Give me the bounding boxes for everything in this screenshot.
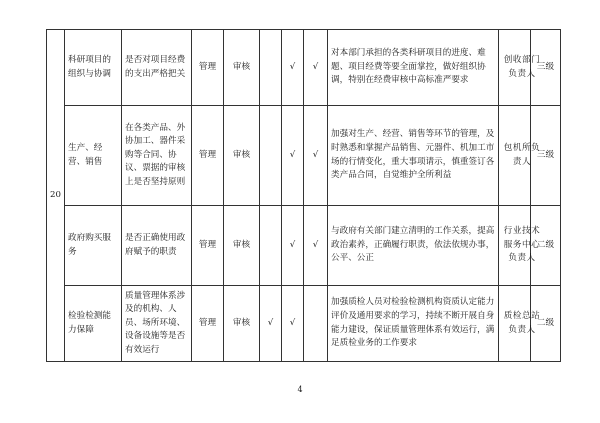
check-mark: √ xyxy=(282,106,304,206)
level-cell: 二级 xyxy=(531,286,561,362)
responsible-text: 行业技术服务中心负责人 xyxy=(503,226,541,264)
item-cell: 政府购买服务 xyxy=(65,206,122,286)
table-row xyxy=(47,30,561,106)
check-mark xyxy=(260,30,282,106)
item-cell: 生产、经营、销售 xyxy=(65,106,122,206)
responsible-text: 创收部门负责人 xyxy=(503,54,541,79)
responsible-cell xyxy=(499,30,541,106)
measures-cell: 加强质检人员对检验检测机构资质认定能力评价及通用要求的学习，持续不断开展自身能力建设，保证质量管理体系有效运行，满足质检业务的工作要求 xyxy=(328,286,499,362)
responsible-cell xyxy=(499,106,541,206)
item-cell: 检验检测能力保障 xyxy=(65,286,122,362)
level-cell: 二级 xyxy=(531,206,561,286)
table-row xyxy=(47,286,561,362)
method-cell: 审核 xyxy=(224,286,260,362)
check-mark: √ xyxy=(304,30,328,106)
control-point-cell: 是否对项目经费的支出严格把关 xyxy=(122,30,192,106)
check-mark: √ xyxy=(282,30,304,106)
sequence-number: 20 xyxy=(47,30,65,362)
type-cell: 管理 xyxy=(192,30,224,106)
responsible-cell xyxy=(499,206,541,286)
check-mark: √ xyxy=(304,206,328,286)
check-mark xyxy=(260,206,282,286)
control-point-cell: 是否正确使用政府赋予的职责 xyxy=(122,206,192,286)
type-cell: 管理 xyxy=(192,206,224,286)
method-cell: 审核 xyxy=(224,206,260,286)
measures-cell: 与政府有关部门建立清明的工作关系，提高政治素养，正确履行职责，依法依规办事，公平、公正 xyxy=(328,206,499,286)
item-cell: 科研项目的组织与协调 xyxy=(65,30,122,106)
check-mark: √ xyxy=(282,286,304,362)
table-row xyxy=(47,106,561,206)
responsible-cell xyxy=(499,286,541,362)
page-number: 4 xyxy=(297,385,303,394)
control-point-cell: 在各类产品、外协加工、器件采购等合同、协议、票据的审核上是否坚持原则 xyxy=(122,106,192,206)
table-row xyxy=(47,206,561,286)
check-mark: √ xyxy=(282,206,304,286)
measures-cell: 对本部门承担的各类科研项目的进度、难题、项目经费等要全面掌控，做好组织协调，特别在经费审核中高标准严要求 xyxy=(328,30,499,106)
type-cell: 管理 xyxy=(192,106,224,206)
check-mark: √ xyxy=(260,286,282,362)
check-mark xyxy=(260,106,282,206)
level-cell: 三级 xyxy=(531,30,561,106)
measures-cell: 加强对生产、经营、销售等环节的管理，及时熟悉和掌握产品销售、元器件、机加工市场的行情变化，重大事项请示，慎重签订各类产品合同，自觉维护全所利益 xyxy=(328,106,499,206)
level-cell: 三级 xyxy=(531,106,561,206)
responsible-text: 质检总站负责人 xyxy=(503,310,541,335)
method-cell: 审核 xyxy=(224,106,260,206)
type-cell: 管理 xyxy=(192,286,224,362)
risk-control-table xyxy=(46,29,561,362)
control-point-cell: 质量管理体系涉及的机构、人员、场所环境、设备设施等是否有效运行 xyxy=(122,286,192,362)
method-cell: 审核 xyxy=(224,30,260,106)
check-mark: √ xyxy=(304,106,328,206)
responsible-text: 包机所负责人 xyxy=(503,142,541,167)
check-mark xyxy=(304,286,328,362)
